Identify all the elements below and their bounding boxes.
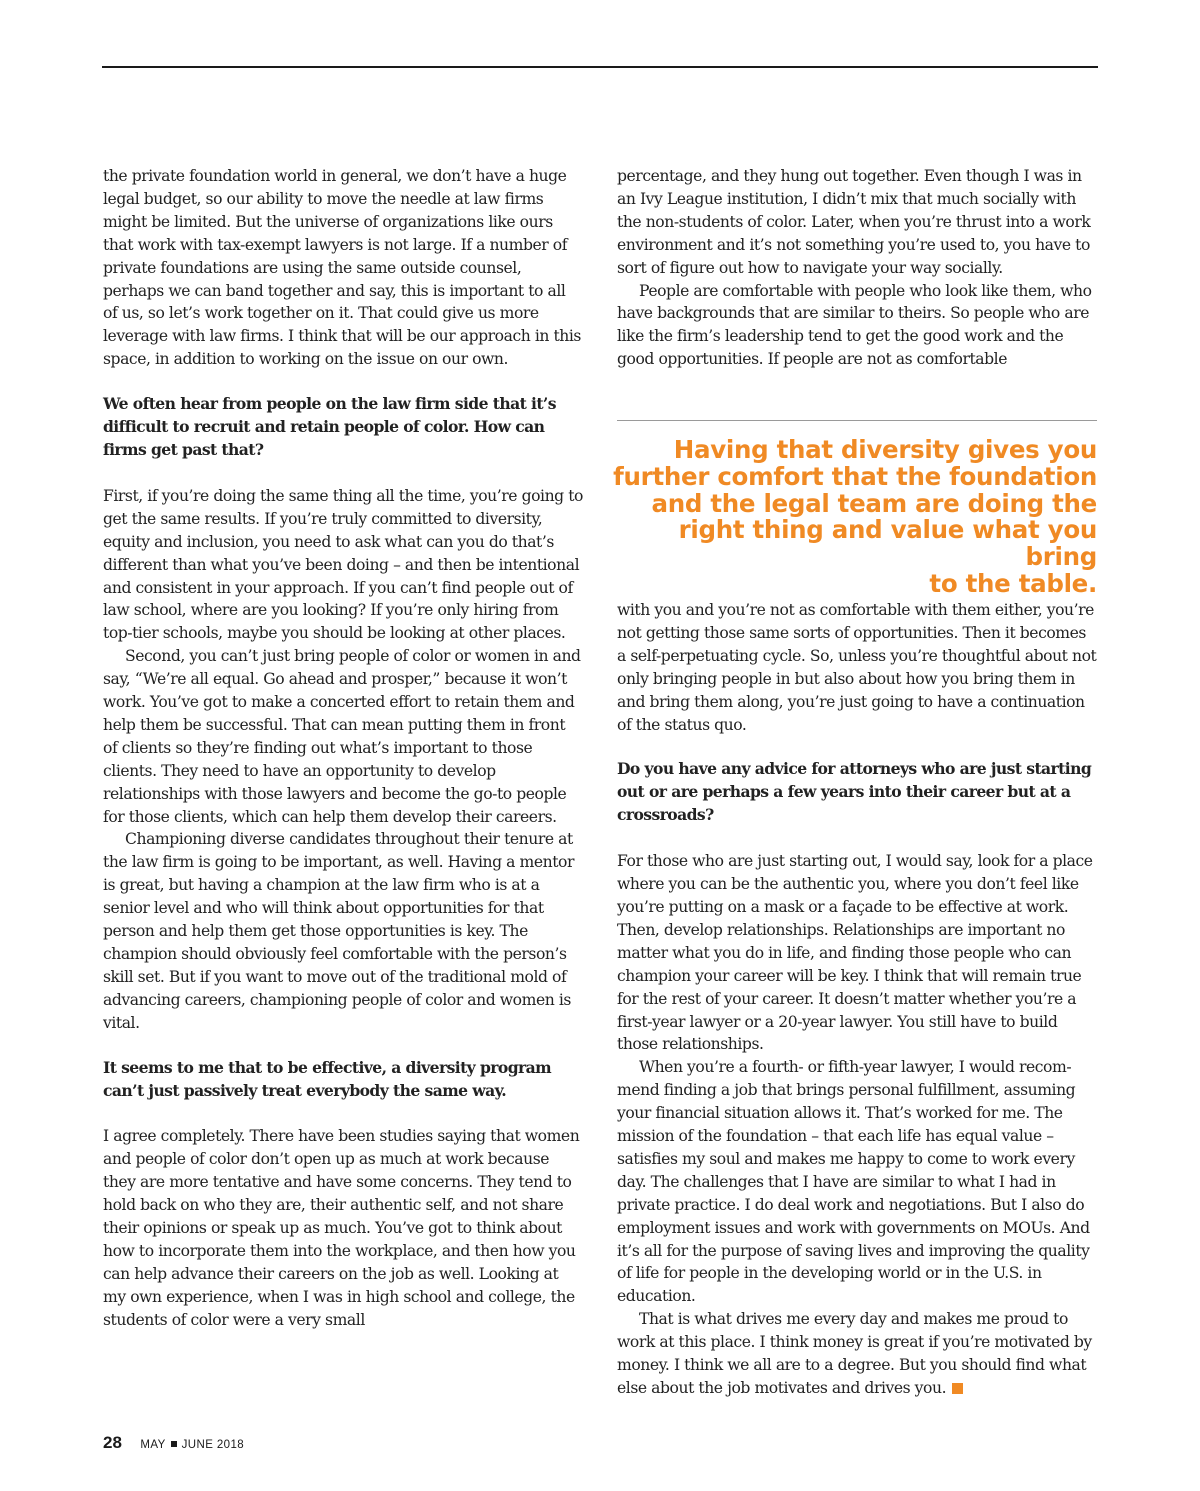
- pull-quote: [600, 437, 1097, 598]
- paragraph: For those who are just starting out, I would say, look for a place where you can be the authentic you, where you don’t feel like you’re putting on a mask or a façade to be effective at work. Then, develop relationships. Relationships are important no matter what you do in life, and finding those people who can champion your career will be key. I think that will remain true for the rest of your career. It doesn’t matter whether you’re a first-year lawyer or a 20-year lawyer. You still have to build those relationships.: [617, 852, 1093, 1054]
- paragraph: [617, 1308, 1097, 1400]
- pull-quote-line: Having that diversity gives you: [673, 435, 1097, 464]
- pull-quote-line: further comfort that the foundation: [613, 461, 1097, 491]
- pull-quote-rule: [617, 420, 1097, 421]
- pull-quote-line: and the legal team are doing the: [651, 488, 1097, 518]
- top-rule: [102, 66, 1098, 68]
- paragraph: Second, you can’t just bring people of color or women in and say, “We’re all equal. Go ahead and prosper,” because it won’t work. You’ve got to make a concerted effort to retain them and help them be successful. That can mean putting them in front of clients so they’re finding out what’s important to those clients. They need to have an opportunity to develop relationships with those lawyers and become the go-to people for those clients, which can help them develop their careers.: [103, 647, 581, 826]
- paragraph: with you and you’re not as comfortable with them either, you’re not getting those same sorts of opportunities. Then it becomes a self-perpetuating cycle. So, unless you’re thoughtful about not only bringing people in but also about how you bring them in and bring them along, you’re just going to have a continuation of the status quo.: [617, 601, 1097, 734]
- paragraph: People are comfortable with people who look like them, who have backgrounds that are similar to theirs. So people who are like the firm’s leadership tend to get the good work and the good opportunities. If people are not as comfortable: [617, 281, 1092, 369]
- pull-quote-line: to the table.: [929, 568, 1097, 598]
- page-number: 28: [103, 1433, 122, 1452]
- end-of-article-mark-icon: [952, 1383, 963, 1394]
- paragraph: When you’re a fourth- or fifth-year lawyer, I would recommend finding a job that brings personal fulfillment, assuming your financial situation allows it. That’s worked for me. The mission of the foundation – that each life has equal value – satisfies my soul and makes me happy to come to work every day. The challenges that I have are similar to what I had in private practice. I do deal work and negotiations. But I also do employment issues and work with governments on MOUs. And it’s all for the purpose of saving lives and improving the quality of life for people in the developing world or in the U.S. in education.: [617, 1058, 1090, 1306]
- right-column-top: [617, 165, 1097, 371]
- pull-quote-line: right thing and value what you bring: [678, 515, 1097, 572]
- paragraph: percentage, and they hung out together. Even though I was in an Ivy League institution, I didn’t mix that much socially with the non-students of color. Later, when you’re thrust into a work environment and it’s not something you’re used to, you have to sort of figure out how to navigate your way socially.: [617, 167, 1091, 277]
- paragraph: First, if you’re doing the same thing all the time, you’re going to get the same results. If you’re truly committed to diversity, equity and inclusion, you need to ask what can you do that’s different than what you’ve been doing – and then be intentional and consistent in your approach. If you can’t find people out of law school, where are you looking? If you’re only hiring from top-tier schools, maybe you should be looking at other places.: [103, 486, 583, 643]
- issue-month: MAY: [140, 1439, 166, 1451]
- closing-text: That is what drives me every day and makes me proud to work at this place. I think money is great if you’re motivated by money. I think we all are to a degree. But you should find what else about the job motivates and drives you.: [617, 1310, 1092, 1397]
- interview-question: We often hear from people on the law firm side that it’s difficult to recruit and retain people of color. How can firms get past that?: [103, 394, 556, 459]
- paragraph: I agree completely. There have been studies saying that women and people of color don’t open up as much at work because they are more tentative and have some concerns. They tend to hold back on who they are, their authentic self, and not share their opinions or speak up as much. You’ve got to think about how to incorporate them into the workplace, and then how you can help advance their careers on the job as well. Looking at my own experience, when I was in high school and college, the students of color were a very small: [103, 1127, 580, 1329]
- left-column: [103, 165, 583, 1332]
- separator-square-icon: [171, 1441, 177, 1447]
- interview-question: Do you have any advice for attorneys who are just starting out or are perhaps a few years into their career but at a crossroads?: [617, 759, 1092, 825]
- paragraph: the private foundation world in general, we don’t have a huge legal budget, so our ability to move the needle at law firms might be limited. But the universe of organizations like ours that work with tax-exempt lawyers is not large. If a number of private foundations are using the same outside counsel, perhaps we can band together and say, this is important to all of us, so let’s work together on it. That could give us more leverage with law firms. I think that will be our approach in this space, in addition to working on the issue on our own.: [103, 167, 581, 369]
- right-column-bottom: [617, 599, 1097, 1400]
- paragraph: Championing diverse candidates throughout their tenure at the law firm is going to be important, as well. Having a mentor is great, but having a champion at the law firm who is at a senior level and who will think about opportunities for that person and help them get those opportunities is key. The champion should obviously feel comfortable with the person’s skill set. But if you want to move out of the traditional mold of advancing careers, championing people of color and women is vital.: [103, 830, 574, 1032]
- interview-question: It seems to me that to be effective, a diversity program can’t just passively treat everybody the same way.: [103, 1057, 552, 1100]
- issue-month-year: JUNE 2018: [181, 1439, 245, 1451]
- page-footer: [103, 1433, 244, 1453]
